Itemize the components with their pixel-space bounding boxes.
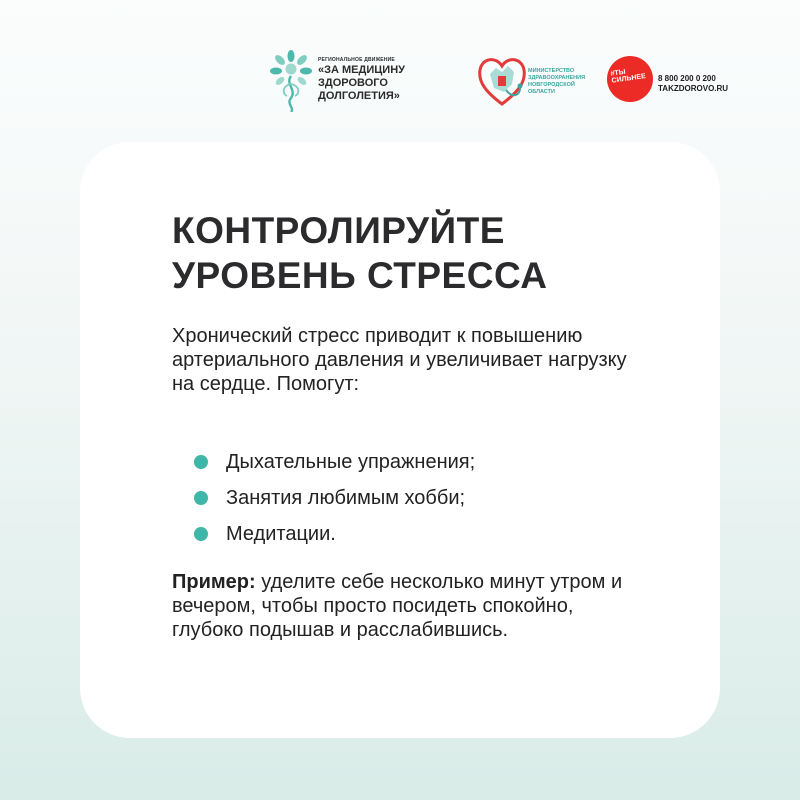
list-item [194,516,475,552]
bullet-dot-icon [194,491,208,505]
hotline-phone: 8 800 200 0 200 [658,74,716,83]
campaign-site: TAKZDOROVO.RU [658,84,729,93]
content-card [80,142,720,738]
list-item [194,480,475,516]
example-text: уделите себе несколько минут утром и вечером, чтобы просто посидеть спокойно, глубоко подышав и расслабившись. [172,571,623,641]
tips-list [194,444,475,552]
campaign-badge-text: #ТЫ СИЛЬНЕЕ [610,68,647,85]
heart-region-icon [476,50,528,112]
example-label: Пример: [172,571,256,593]
logos-bar [0,48,800,118]
ministry-logo [476,50,596,112]
movement-caption: РЕГИОНАЛЬНОЕ ДВИЖЕНИЕ [318,57,395,63]
list-item-label: Занятия любимым хобби; [226,487,466,509]
page-title: КОНТРОЛИРУЙТЕ УРОВЕНЬ СТРЕССА [172,210,548,296]
list-item [194,444,475,480]
ministry-name: МИНИСТЕРСТВО ЗДРАВООХРАНЕНИЯ НОВГОРОДСКОЙ ОБЛАСТИ [528,68,586,95]
campaign-logo [607,56,737,104]
tree-of-life-icon [268,50,314,112]
campaign-badge [607,56,653,102]
movement-name: «ЗА МЕДИЦИНУ ЗДОРОВОГО ДОЛГОЛЕТИЯ» [318,64,405,102]
bullet-dot-icon [194,455,208,469]
bullet-dot-icon [194,527,208,541]
list-item-label: Дыхательные упражнения; [226,451,476,473]
intro-text: Хронический стресс приводит к повышению артериального давления и увеличивает нагрузку на сердце. Помогут: [172,325,627,395]
movement-logo [268,50,468,112]
example-paragraph [172,570,642,642]
list-item-label: Медитации. [226,523,336,545]
